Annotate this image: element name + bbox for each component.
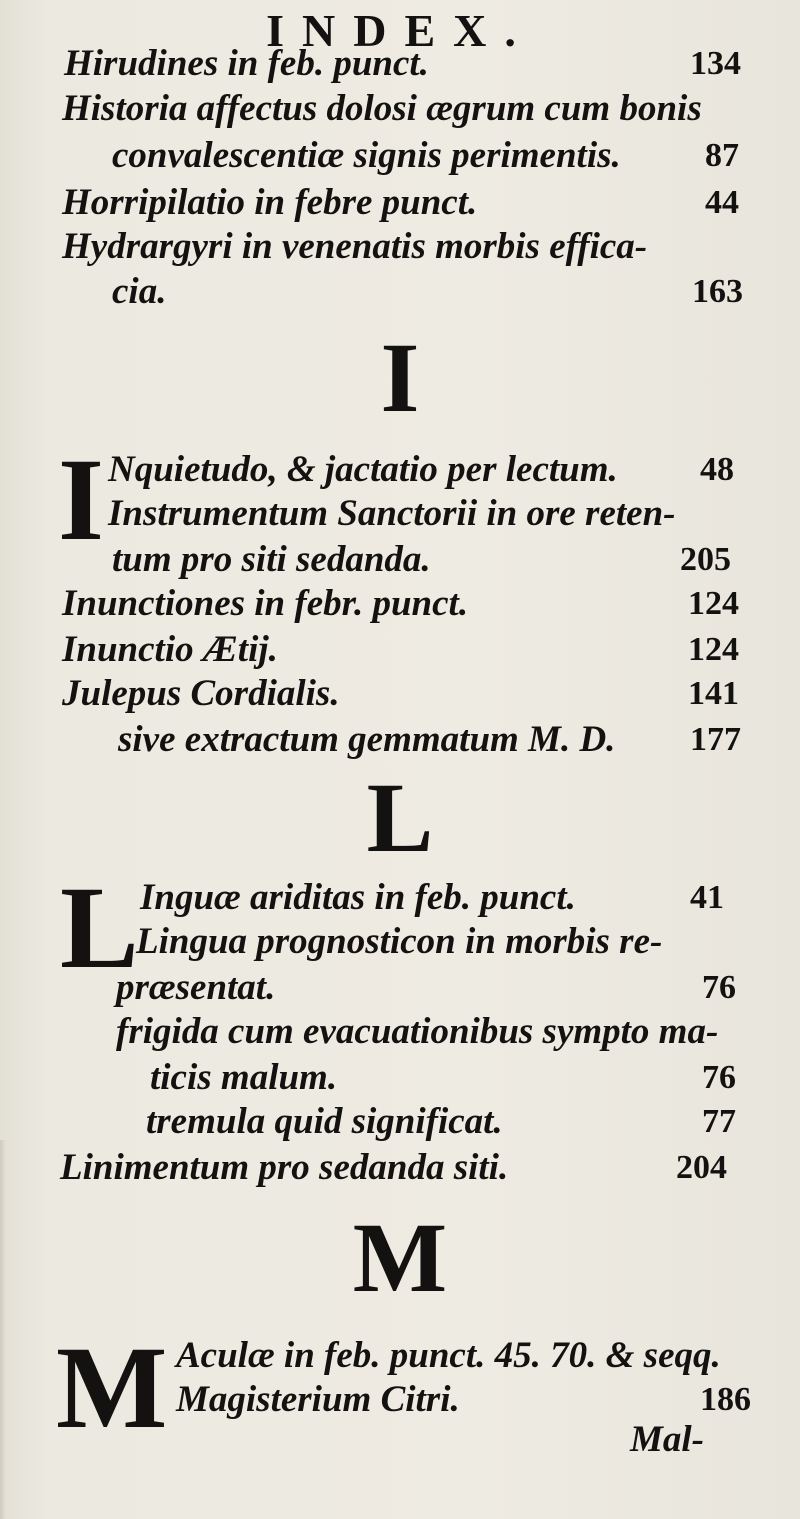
entry-page: 124 <box>688 631 739 668</box>
entry-text: Inguæ ariditas in feb. punct. <box>140 877 576 918</box>
section-letter-i: I <box>380 322 420 433</box>
entry-text: convalescentiæ signis perimentis. <box>112 135 621 176</box>
dropcap-m: M <box>56 1322 168 1453</box>
entry-page: 87 <box>705 137 739 174</box>
catchword: Mal- <box>630 1419 704 1460</box>
entry-page: 141 <box>688 675 739 712</box>
entry-page: 76 <box>702 969 736 1006</box>
section-letter-l: L <box>366 762 434 873</box>
entry-text: Aculæ in feb. punct. 45. 70. & seqq. <box>176 1335 721 1376</box>
entry-text: sive extractum gemmatum M. D. <box>118 719 616 760</box>
entry-text: Inunctio Ætij. <box>62 629 278 670</box>
entry-page: 186 <box>700 1381 751 1418</box>
entry-page: 134 <box>690 45 741 82</box>
entry-page: 205 <box>680 541 731 578</box>
entry-text: præsentat. <box>116 967 276 1008</box>
entry-text: Horripilatio in febre punct. <box>62 182 478 223</box>
entry-text: Instrumentum Sanctorii in ore reten- <box>108 493 676 534</box>
entry-text: frigida cum evacuationibus sympto ma- <box>116 1011 719 1052</box>
entry-page: 76 <box>702 1059 736 1096</box>
entry-text: Lingua prognosticon in morbis re- <box>136 921 663 962</box>
entry-page: 204 <box>676 1149 727 1186</box>
entry-text: cia. <box>112 271 167 312</box>
entry-text: Historia affectus dolosi ægrum cum bonis <box>62 88 702 129</box>
entry-page: 77 <box>702 1103 736 1140</box>
entry-page: 41 <box>690 879 724 916</box>
entry-text: Linimentum pro sedanda siti. <box>60 1147 509 1188</box>
section-letter-m: M <box>352 1202 448 1313</box>
entry-text: tum pro siti sedanda. <box>112 539 431 580</box>
entry-text: Inunctiones in febr. punct. <box>62 583 469 624</box>
entry-text: Julepus Cordialis. <box>62 673 340 714</box>
entry-page: 177 <box>690 721 741 758</box>
index-header: INDEX. <box>266 5 534 56</box>
page-edge-shadow <box>0 1140 6 1519</box>
entry-text: Nquietudo, & jactatio per lectum. <box>108 449 618 490</box>
dropcap-l: L <box>60 862 139 993</box>
entry-text: ticis malum. <box>150 1057 338 1098</box>
entry-page: 163 <box>692 273 743 310</box>
entry-page: 124 <box>688 585 739 622</box>
entry-text: Magisterium Citri. <box>176 1379 460 1420</box>
entry-page: 44 <box>705 184 739 221</box>
entry-text: Hirudines in feb. punct. <box>64 43 429 84</box>
entry-text: tremula quid significat. <box>146 1101 503 1142</box>
entry-text: Hydrargyri in venenatis morbis effica- <box>62 226 648 267</box>
entry-page: 48 <box>700 451 734 488</box>
dropcap-i: I <box>58 434 104 565</box>
